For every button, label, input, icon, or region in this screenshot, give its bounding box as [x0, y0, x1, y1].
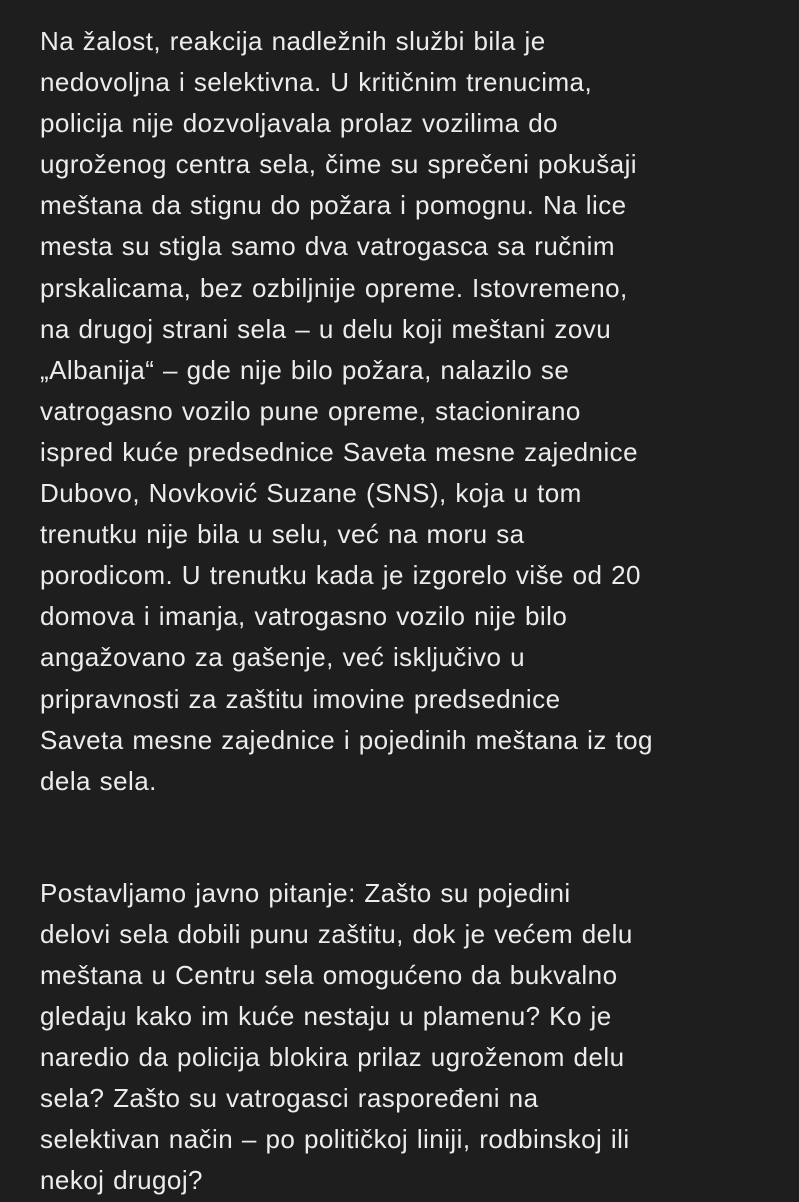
paragraph-line: angažovano za gašenje, već isključivo u [40, 642, 526, 673]
paragraph-line: porodicom. U trenutku kada je izgorelo više od 20 [40, 560, 641, 591]
paragraph-line: Saveta mesne zajednice i pojedinih meštana iz tog [40, 724, 653, 755]
paragraph-line: ugroženog centra sela, čime su sprečeni pokušaji [40, 149, 638, 180]
paragraph-line: mesta su stigla samo dva vatrogasca sa ručnim [40, 231, 615, 262]
article-body [40, 21, 780, 1202]
paragraph-line: Postavljamo javno pitanje: Zašto su pojedini [40, 877, 571, 908]
paragraph-public-question [40, 873, 780, 1202]
paragraph-line: Dubovo, Novković Suzane (SNS), koja u tom [40, 478, 582, 509]
paragraph-line: sela? Zašto su vatrogasci raspoređeni na [40, 1083, 539, 1114]
paragraph-line: meštana u Centru sela omogućeno da bukvalno [40, 959, 618, 990]
paragraph-line: prskalicama, bez ozbiljnije opreme. Istovremeno, [40, 272, 628, 303]
paragraph-line: trenutku nije bila u selu, već na moru sa [40, 519, 525, 550]
paragraph-line: nedovoljna i selektivna. U kritičnim trenucima, [40, 67, 593, 98]
paragraph-line: selektivan način – po političkoj liniji, rodbinskoj ili [40, 1124, 630, 1155]
paragraph-line: pripravnosti za zaštitu imovine predsednice [40, 683, 561, 714]
paragraph-line: ispred kuće predsednice Saveta mesne zajednice [40, 436, 639, 467]
paragraph-response-criticism [40, 21, 780, 802]
paragraph-line: nekoj drugoj? [40, 1165, 203, 1196]
paragraph-line: na drugoj strani sela – u delu koji meštani zovu [40, 313, 612, 344]
paragraph-line: vatrogasno vozilo pune opreme, stacionirano [40, 395, 581, 426]
paragraph-line: dela sela. [40, 765, 157, 796]
paragraph-line: delovi sela dobili punu zaštitu, dok je većem delu [40, 918, 633, 949]
paragraph-spacer [40, 802, 780, 873]
paragraph-line: Na žalost, reakcija nadležnih službi bila je [40, 26, 546, 56]
paragraph-line: domova i imanja, vatrogasno vozilo nije bilo [40, 601, 568, 632]
paragraph-line: „Albanija“ – gde nije bilo požara, nalazilo se [40, 354, 570, 385]
paragraph-line: gledaju kako im kuće nestaju u plamenu? Ko je [40, 1001, 612, 1032]
paragraph-line: meštana da stignu do požara i pomognu. Na lice [40, 190, 627, 221]
paragraph-line: naredio da policija blokira prilaz ugroženom delu [40, 1042, 625, 1073]
paragraph-line: policija nije dozvoljavala prolaz vozilima do [40, 108, 559, 139]
